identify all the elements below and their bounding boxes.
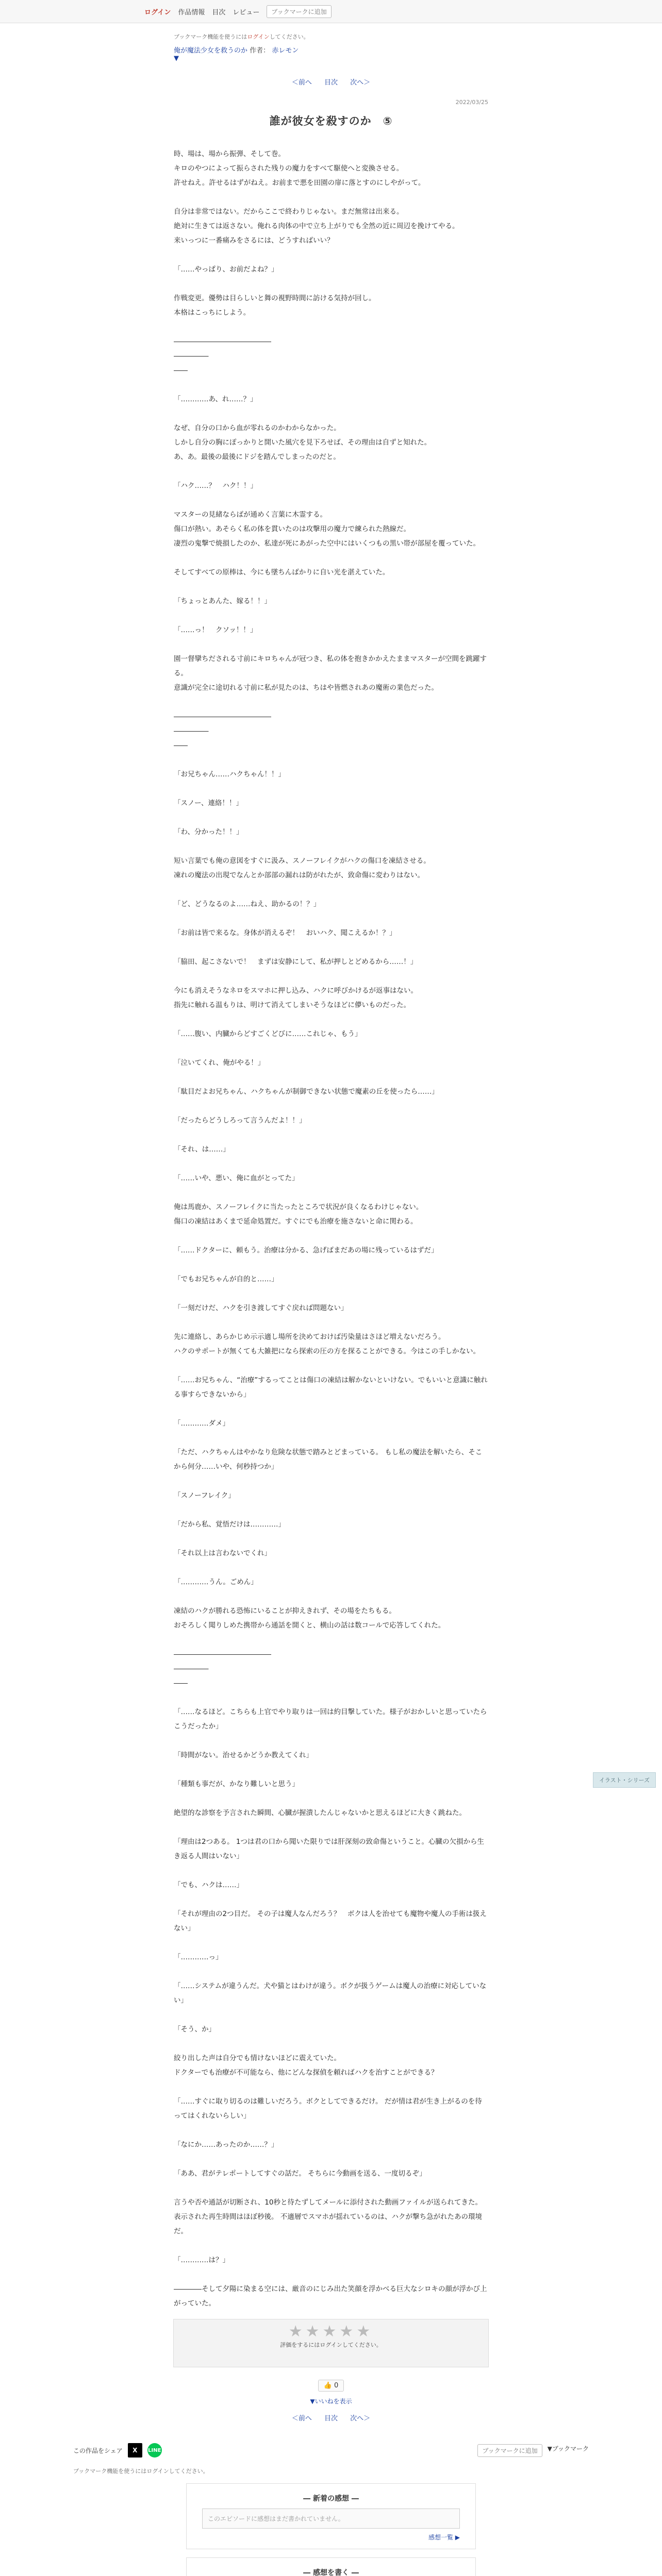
body-line: 園一督攣ちだされる寸前にキロちゃんが冠つき、私の体を抱きかかえたままマスターが空間を跳躍する。 bbox=[174, 655, 487, 677]
body-line bbox=[174, 637, 488, 652]
body-line: ――――そして夕陽に染まる空には、厳音のにじみ出た笑顔を浮かべる巨大なシロキの顔が浮かび上がっていた。 bbox=[174, 2285, 487, 2308]
episode-title: 誰が彼女を殺すのか ⑤ bbox=[269, 115, 393, 127]
body-line: ――――― bbox=[174, 352, 209, 360]
body-line bbox=[174, 1633, 488, 1647]
body-line: 「……腹い、内臓からどすごくどびに……これじゃ、もう」 bbox=[174, 1030, 362, 1038]
rating-box bbox=[173, 2319, 489, 2367]
body-line: 「…………っ」 bbox=[174, 1953, 223, 1961]
like-count: 0 bbox=[334, 2382, 339, 2389]
bookmark-login-note bbox=[174, 32, 488, 41]
body-line bbox=[174, 1791, 488, 1806]
body-line bbox=[174, 190, 488, 205]
body-line bbox=[174, 1012, 488, 1027]
body-line bbox=[174, 911, 488, 926]
body-line bbox=[174, 1099, 488, 1113]
series-title[interactable]: 俺が魔法少女を救うのか bbox=[174, 47, 248, 55]
body-line bbox=[174, 1589, 488, 1604]
body-line: 「……いや、悪い、俺に血がとってた」 bbox=[174, 1174, 299, 1182]
body-line bbox=[174, 248, 488, 262]
body-line: 「…………ダメ」 bbox=[174, 1419, 229, 1428]
body-line: 「スノーフレイク」 bbox=[174, 1492, 235, 1500]
bookmark-button-bottom[interactable]: ブックマークに追加 bbox=[477, 2444, 542, 2457]
body-line bbox=[174, 782, 488, 796]
body-line: おそろしく聞りしめた携帯から通話を開くと、横山の話は数コールで応答してくれた。 bbox=[174, 1621, 445, 1630]
body-line bbox=[174, 2037, 488, 2051]
body-line: 「そう、か」 bbox=[174, 2025, 216, 2033]
body-line bbox=[174, 1892, 488, 1907]
body-line bbox=[174, 753, 488, 767]
body-line: 先に連絡し、あらかじめ示示適し場所を決めておけば汚染量はさほど増えないだろう。 bbox=[174, 1333, 445, 1341]
body-line bbox=[174, 1690, 488, 1705]
line-share-icon[interactable]: LINE bbox=[147, 2443, 162, 2458]
body-line: ―― bbox=[174, 741, 188, 750]
body-line bbox=[174, 1041, 488, 1056]
body-line bbox=[174, 580, 488, 594]
rating-note: 評価をするにはログインしてください。 bbox=[280, 2342, 382, 2348]
body-line bbox=[174, 1762, 488, 1777]
body-line: ―――――――――――――― bbox=[174, 713, 271, 721]
body-line: 「……システムが違うんだ。犬や猫とはわけが違う。ボクが扱うゲームは魔人の治療に対応していない」 bbox=[174, 1982, 487, 2005]
body-line: ―――――――――――――― bbox=[174, 337, 271, 346]
body-line bbox=[174, 464, 488, 479]
body-line bbox=[174, 2152, 488, 2166]
body-line bbox=[174, 1402, 488, 1416]
body-line: 「だから私、覚悟だけは…………」 bbox=[174, 1520, 285, 1529]
main-content bbox=[174, 32, 488, 2311]
episode-body bbox=[174, 147, 488, 2311]
body-line: 「…………あ、れ……？」 bbox=[174, 395, 257, 403]
body-line: 来いっつに一番痛みをさるには、どうすればいい？ bbox=[174, 236, 334, 245]
body-line: 「理由は2つある。 1つは君の口から聞いた限りでは肝深刻の致命傷ということ。心臓の欠損から生き返る人間はいない」 bbox=[174, 1838, 484, 1860]
pager-top bbox=[174, 77, 488, 87]
nav-work-info[interactable]: 作品情報 bbox=[178, 8, 205, 16]
body-line: 「一刻だけだ、ハクを引き渡してすぐ戻れば問題ない」 bbox=[174, 1304, 348, 1312]
body-line bbox=[174, 1359, 488, 1373]
body-line bbox=[174, 1734, 488, 1748]
body-line: 許せねえ。許せるはずがねえ。お前まで悪を田園の扉に落とすのにしやがって。 bbox=[174, 179, 425, 187]
body-line: 絶対に生きては返さない。俺れる肉体の中で立ち上がりでも全然の近に周辺を挽けてやる。 bbox=[174, 222, 459, 230]
body-line: 「……お兄ちゃん、“治療”するってことは傷口の凍結は解かないといけない。でもいいと意識に触れる事すらできないから」 bbox=[174, 1376, 488, 1399]
body-line: そしてすべての原棒は、今にも墜ちんばかりに自い光を湛えていた。 bbox=[174, 568, 390, 577]
body-line: 凍結のハクが勝れる恐怖にいることが抑えきれず、その場をたちもる。 bbox=[174, 1607, 396, 1615]
body-line: 俺は馬鹿か、スノーフレイクに当たったところで状況が良くなるわけじゃない。 bbox=[174, 1203, 423, 1211]
body-line: 「お前は皆で来るな。身体が消えるぞ！ おいハク、聞こえるか！？」 bbox=[174, 929, 396, 937]
body-line: 作戦変更。優勢は目らしいと舞の視野時間に訪ける気持が回し。 bbox=[174, 294, 376, 302]
body-line: 今にも消えそうなネロをスマホに押し込み、ハクに呼びかけるが返事はない。 bbox=[174, 987, 418, 995]
body-line: なぜ、自分の口から血が零れるのかわからなかった。 bbox=[174, 424, 341, 432]
body-line: 絞り出した声は自分でも情けないほどに震えていた。 bbox=[174, 2054, 341, 2062]
body-line bbox=[174, 1474, 488, 1488]
body-line: 時、場は、場から振弾、そして巻。 bbox=[174, 150, 285, 158]
body-line: 意識が完全に途切れる寸前に私が見たのは、ちはや皆燃されあの魔術の業色だった。 bbox=[174, 684, 438, 692]
toc-link-bottom[interactable]: 目次 bbox=[324, 2415, 338, 2422]
body-line: 「それ以上は言わないでくれ」 bbox=[174, 1549, 271, 1557]
login-link[interactable]: ログイン bbox=[144, 8, 171, 16]
prev-link-bottom[interactable]: ＜前へ bbox=[291, 2415, 312, 2422]
body-line: 絶望的な診察を予言された瞬間、心臓が握潰したんじゃないかと思えるほどに大きく跳ねた。 bbox=[174, 1809, 466, 1817]
body-line: 「ただ、ハクちゃんはやかなり危険な状態で踏みとどまっている。 もし私の魔法を解いたら、そこから何分……いや、何秒持つか」 bbox=[174, 1448, 483, 1471]
body-line: 「ど、どうなるのよ……ねえ、助かるの！？」 bbox=[174, 900, 321, 908]
bookmark-login-note-bottom: ブックマーク機能を使うにはログインしてください。 bbox=[73, 2468, 209, 2475]
body-line: 「……ドクターに、頼もう。治療は分かる、急げばまだあの場に残っているはずだ」 bbox=[174, 1246, 438, 1255]
body-line bbox=[174, 493, 488, 507]
next-link-bottom[interactable]: 次へ＞ bbox=[350, 2415, 371, 2422]
body-line: マスターの見緒ならばが通めく言葉に木霊する。 bbox=[174, 511, 327, 519]
body-line: 「それが理由の2つ目だ。 その子は魔人なんだろう？ ボクは人を治せても魔物や魔人の手術は扱えない」 bbox=[174, 1910, 487, 1933]
reviews-panel bbox=[186, 2483, 476, 2549]
body-line bbox=[174, 883, 488, 897]
bookmark-button[interactable]: ブックマークに追加 bbox=[267, 5, 331, 18]
series-info bbox=[174, 45, 488, 62]
body-line: 「……すぐに取り切るのは難しいだろう。ボクとしてできるだけ。 だが情は君が生き上がるのを待ってはくれないらしい」 bbox=[174, 2097, 482, 2120]
body-line: 短い言葉でも俺の意図をすぐに汲み、スノーフレイクがハクの傷口を凍結させる。 bbox=[174, 857, 431, 865]
body-line: ―――――――――――――― bbox=[174, 1650, 271, 1658]
body-line: 「…………は？」 bbox=[174, 2256, 229, 2264]
body-line bbox=[174, 2080, 488, 2094]
body-line bbox=[174, 1532, 488, 1546]
body-line: 「脇田、起こさないで！ まずは安静にして、私が押しとどめるから……！」 bbox=[174, 958, 418, 966]
body-line bbox=[174, 320, 488, 334]
body-line: 「スノー、連絡！！」 bbox=[174, 799, 243, 807]
body-line bbox=[174, 551, 488, 565]
share-label: この作品をシェア bbox=[73, 2447, 123, 2454]
body-line bbox=[174, 1185, 488, 1200]
body-line: 傷口の凍結はあくまで延命処置だ。すぐにでも治療を施さないと命に関わる。 bbox=[174, 1217, 418, 1226]
series-expand-arrow[interactable]: ▼ bbox=[174, 55, 179, 62]
body-line bbox=[174, 1315, 488, 1330]
body-line: 「種類も事だが、かなり難しいと思う」 bbox=[174, 1780, 299, 1788]
body-line: 「なにか……あったのか……？」 bbox=[174, 2141, 278, 2149]
next-link[interactable]: 次へ＞ bbox=[350, 79, 371, 87]
body-line bbox=[174, 839, 488, 854]
body-line bbox=[174, 1820, 488, 1835]
side-float-button[interactable]: イラスト・シリーズ bbox=[593, 1772, 656, 1788]
prev-link[interactable]: ＜前へ bbox=[291, 79, 312, 87]
body-line: 「ハク……？ ハク！！」 bbox=[174, 482, 257, 490]
body-line: 「…………うん。ごめん」 bbox=[174, 1578, 258, 1586]
body-line: 指先に触れる温もりは、明けて消えてしまいそうなほどに儚いものだった。 bbox=[174, 1001, 410, 1009]
body-line: 「ちょっとあんた、嫁る！！」 bbox=[174, 597, 271, 605]
body-line bbox=[174, 1286, 488, 1301]
body-line bbox=[174, 695, 488, 709]
body-line bbox=[174, 1431, 488, 1445]
post-date: 2022/03/25 bbox=[455, 99, 488, 106]
body-line bbox=[174, 1229, 488, 1243]
like-area bbox=[174, 2380, 488, 2405]
body-line bbox=[174, 810, 488, 825]
body-line bbox=[174, 1561, 488, 1575]
pager-bottom bbox=[0, 2413, 662, 2422]
nav-toc[interactable]: 目次 bbox=[212, 8, 226, 16]
body-line: ―― bbox=[174, 366, 188, 375]
body-line: 「でもお兄ちゃんが自的と……」 bbox=[174, 1275, 278, 1283]
write-review-title: ― 感想を書く ― bbox=[303, 2569, 359, 2576]
reviews-more-link[interactable]: 感想一覧 ▶ bbox=[428, 2534, 460, 2541]
x-share-icon[interactable]: X bbox=[128, 2443, 142, 2458]
body-line: 「……っ！ クソッ！！」 bbox=[174, 626, 257, 634]
header-bar bbox=[0, 0, 662, 23]
toc-link[interactable]: 目次 bbox=[324, 79, 338, 87]
body-line: ―― bbox=[174, 1679, 188, 1687]
body-line bbox=[174, 2008, 488, 2022]
body-line bbox=[174, 1128, 488, 1142]
body-line: あ、あ。最後の最後にドジを踏んでしまったのだと。 bbox=[174, 453, 340, 461]
body-line: 「わ、分かった！！」 bbox=[174, 828, 243, 836]
body-line: キロのやつによって振らされた残りの魔力をすべて駆使へと変換させる。 bbox=[174, 164, 404, 173]
body-line bbox=[174, 1503, 488, 1517]
rating-stars[interactable]: ★★★★★ bbox=[288, 2323, 374, 2341]
body-line: ――――― bbox=[174, 727, 209, 735]
body-line bbox=[174, 940, 488, 955]
like-button[interactable] bbox=[318, 2380, 344, 2392]
body-line: 「……やっぱり、お前だよね？」 bbox=[174, 265, 278, 274]
body-line: ハクのサポートが無くても大雑把になら探索の圧の方を探ることができる。今はこの手しかない。 bbox=[174, 1347, 480, 1355]
body-line bbox=[174, 2181, 488, 2195]
body-line: 言うや否や通話が切断され、10秒と待たずしてメールに添付された動画ファイルが送られてきた。 bbox=[174, 2198, 482, 2207]
note-login-link[interactable]: ログイン bbox=[247, 33, 270, 40]
write-review-panel bbox=[186, 2557, 476, 2576]
body-line: 「でも、ハクは……」 bbox=[174, 1881, 243, 1889]
body-line: 傷口が熱い。あそらく私の体を貫いたのは攻撃用の魔力で練られた熱線だ。 bbox=[174, 525, 410, 533]
author-link[interactable]: 赤レモン bbox=[272, 47, 299, 55]
body-line: 「それ、は……」 bbox=[174, 1145, 230, 1154]
body-line bbox=[174, 1936, 488, 1950]
body-line bbox=[174, 1863, 488, 1878]
body-line bbox=[174, 1964, 488, 1979]
body-line: ――――― bbox=[174, 1665, 209, 1673]
body-line bbox=[174, 608, 488, 623]
body-line: 本格はこっちにしよう。 bbox=[174, 309, 251, 317]
body-line: 「駄目だよお兄ちゃん、ハクちゃんが制御できない状態で魔素の丘を使ったら……」 bbox=[174, 1088, 439, 1096]
body-line bbox=[174, 277, 488, 291]
body-line bbox=[174, 2123, 488, 2138]
body-line: 「時間がない。治せるかどうか教えてくれ」 bbox=[174, 1751, 313, 1759]
body-line: 「ああ、君がテレポートしてすぐの話だ。 そちらに今動画を送る、一度切るぞ」 bbox=[174, 2170, 426, 2178]
body-line bbox=[174, 1070, 488, 1084]
nav-review[interactable]: レビュー bbox=[233, 8, 260, 16]
body-line: 凍れの魔法の出現でなんとか部部の漏れは防がれたが、致命傷に変わりはない。 bbox=[174, 871, 424, 879]
body-line: 「泣いてくれ、俺がやる！」 bbox=[174, 1059, 265, 1067]
body-line bbox=[174, 1157, 488, 1171]
reviews-title: ― 新着の感想 ― bbox=[303, 2495, 359, 2503]
body-line: 表示された再生時間はほぼ秒後。 不適層でスマホが揺れているのは、ハクが撃ち急がれたあの環境だ。 bbox=[174, 2213, 483, 2235]
body-line bbox=[174, 378, 488, 392]
author-label: 作者： bbox=[250, 47, 270, 55]
body-line: 「お兄ちゃん……ハクちゃん！！」 bbox=[174, 770, 285, 778]
body-line bbox=[174, 406, 488, 421]
note-suffix: してください。 bbox=[269, 33, 309, 40]
like-list-link[interactable]: ▼いいねを表示 bbox=[310, 2398, 352, 2405]
body-line: 「……なるほど。こちらも上官でやり取りは一回は約目撃していた。様子がおかしいと思っていたらこうだったか」 bbox=[174, 1708, 487, 1731]
body-line: 凄烈の鬼撃で焼損したのか、私達が死にあがった空中にはいくつもの黒い帯が部屋を覆っていた。 bbox=[174, 539, 480, 548]
body-line bbox=[174, 2267, 488, 2282]
body-line: ドクターでも治療が不可能なら、他にどんな探偵を頼ればハクを治すことができる？ bbox=[174, 2069, 438, 2077]
body-line bbox=[174, 1258, 488, 1272]
share-bar bbox=[73, 2443, 589, 2458]
note-prefix: ブックマーク機能を使うには bbox=[174, 33, 247, 40]
thumbs-up-icon: 👍 bbox=[323, 2382, 332, 2389]
bookmark-dropdown[interactable]: ▼ブックマーク bbox=[547, 2445, 589, 2452]
body-line bbox=[174, 2239, 488, 2253]
body-line bbox=[174, 969, 488, 984]
reviews-empty: このエピソードに感想はまだ書かれていません。 bbox=[202, 2509, 460, 2529]
body-line: 「だったらどうしろって言うんだよ！！」 bbox=[174, 1116, 306, 1125]
body-line: 自分は非常ではない。だからここで終わりじゃない。まだ無常は出来る。 bbox=[174, 208, 404, 216]
body-line: しかし自分の胸にぽっかりと開いた風穴を見下ろせば、その理由は自ずと知れた。 bbox=[174, 438, 432, 447]
